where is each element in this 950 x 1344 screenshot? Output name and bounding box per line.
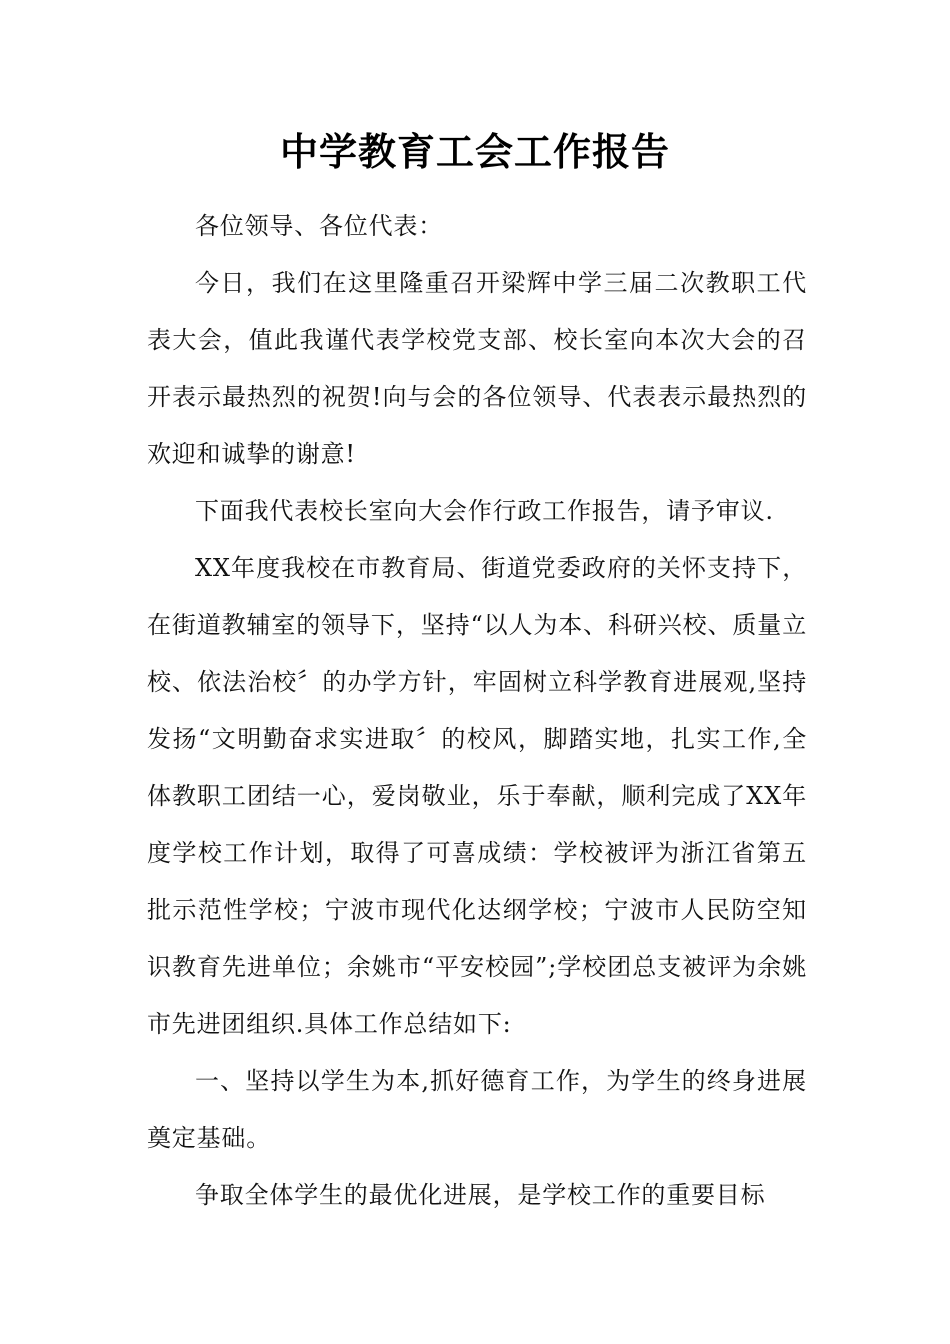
document-title: 中学教育工会工作报告 [279,130,670,174]
opening-paragraph: 今日，我们在这里隆重召开梁辉中学三届二次教职工代表大会，值此我谨代表学校党支部、校长室向本次大会的召开表示最热烈的祝贺!向与会的各位领导、代表表示最热烈的欢迎和诚挚的谢意! [147,269,807,468]
document-body [147,198,807,1224]
report-intro-paragraph: 下面我代表校长室向大会作行政工作报告，请予审议. [195,497,774,525]
salutation-paragraph: 各位领导、各位代表： [195,212,443,240]
body-paragraph: 争取全体学生的最优化进展，是学校工作的重要目标 [195,1181,766,1209]
section-heading-paragraph: 一、坚持以学生为本,抓好德育工作，为学生的终身进展奠定基础。 [147,1067,807,1152]
annual-summary-paragraph: XX年度我校在市教育局、街道党委政府的关怀支持下，在街道教辅室的领导下，坚持“以人为本、科研兴校、质量立校、依法治校〞的办学方针，牢固树立科学教育进展观,坚持发扬“文明勤奋求实进取〞的校风，脚踏实地，扎实工作,全体教职工团结一心，爱岗敬业，乐于奉献，顺利完成了XX年度学校工作计划，取得了可喜成绩：学校被评为浙江省第五批示范性学校；宁波市现代化达纲学校；宁波市人民防空知识教育先进单位；余姚市“平安校园”;学校团总支被评为余姚市先进团组织.具体工作总结如下: [147,554,807,1038]
